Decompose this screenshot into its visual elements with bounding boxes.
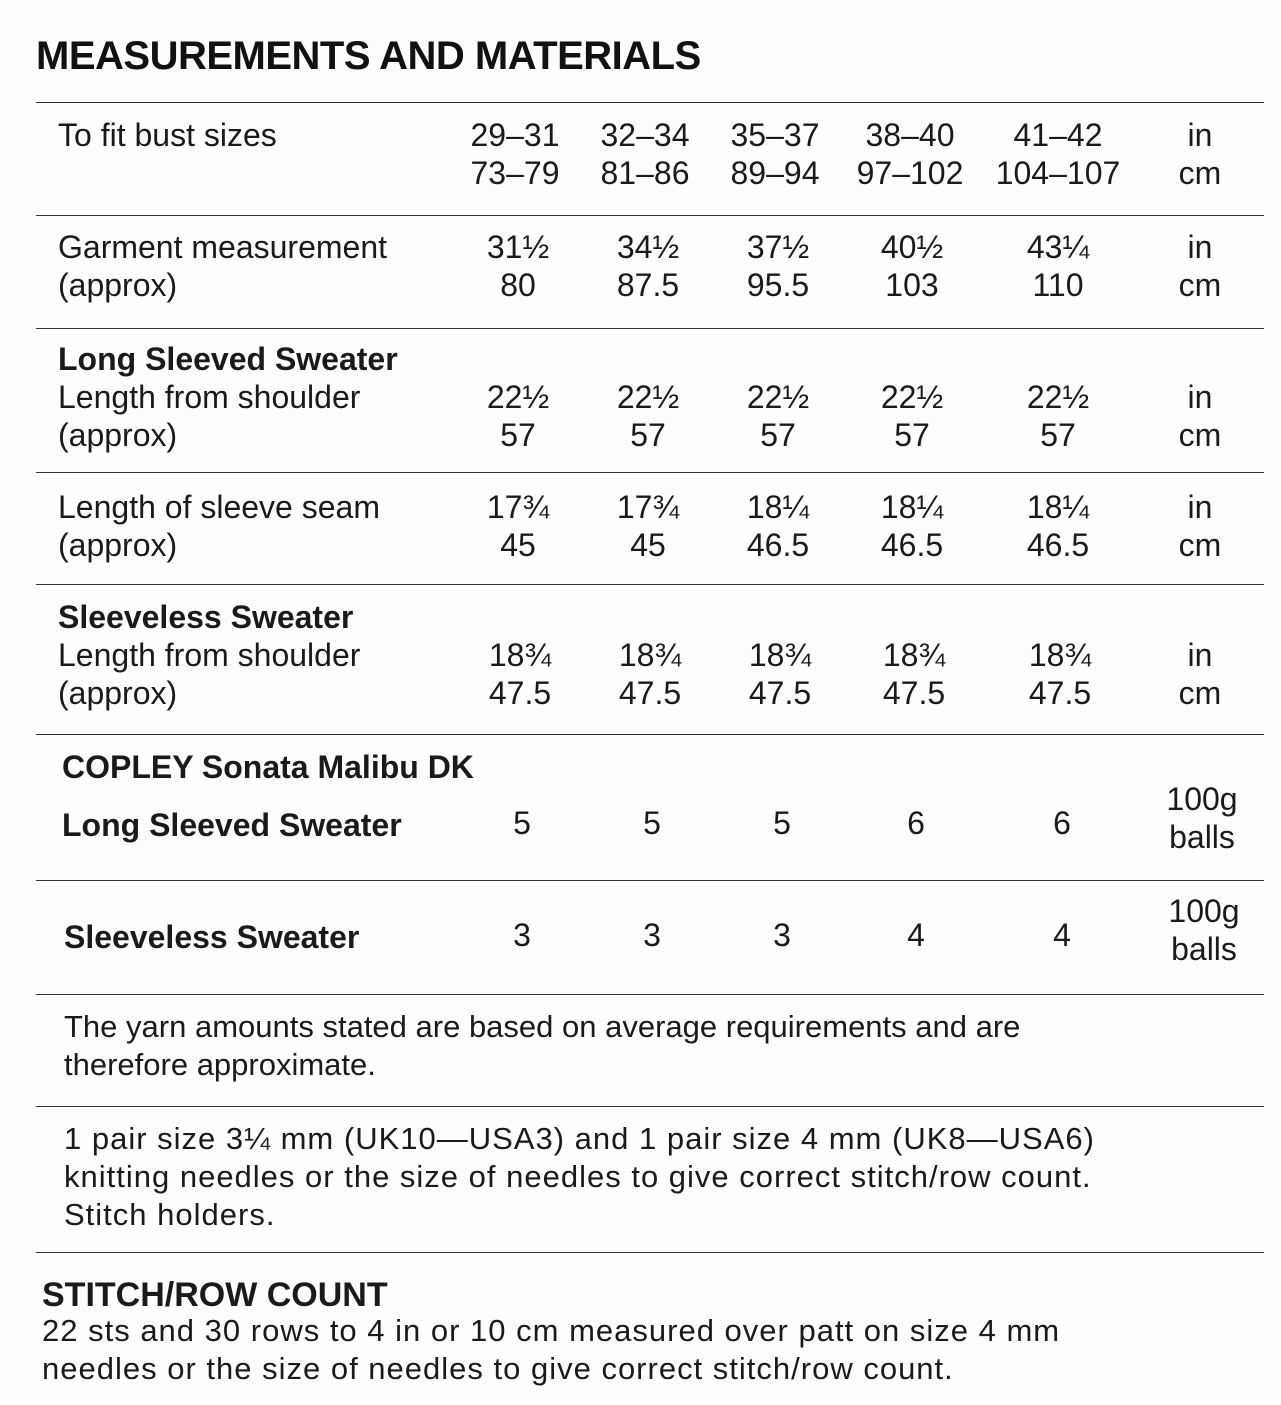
size-col-3: 35–37 89–94	[730, 117, 820, 191]
size-col-5: 4	[1053, 917, 1071, 953]
size-col-5: 18¾ 47.5	[1028, 637, 1092, 711]
row-label: To fit bust sizes	[58, 117, 277, 153]
unit-label: in cm	[1178, 229, 1222, 303]
unit-label: in cm	[1178, 379, 1222, 453]
size-col-4: 4	[907, 917, 925, 953]
needles-note: 1 pair size 3¼ mm (UK10—USA3) and 1 pair size 4 mm (UK8—USA6) knitting needles or the size of needles to give correct stitch/row count. Stitch holders.	[64, 1121, 1095, 1232]
size-col-2: 18¾ 47.5	[618, 637, 682, 711]
size-col-2: 17¾ 45	[616, 489, 680, 563]
size-col-1: 3	[513, 917, 531, 953]
size-col-4: 40½ 103	[880, 229, 944, 303]
unit-label: 100g balls	[1168, 893, 1240, 967]
size-col-2: 32–34 81–86	[600, 117, 690, 191]
divider	[36, 734, 1264, 735]
size-col-1: 18¾ 47.5	[488, 637, 552, 711]
size-col-2: 22½ 57	[616, 379, 680, 453]
size-col-3: 37½ 95.5	[746, 229, 810, 303]
divider	[36, 1252, 1264, 1253]
size-col-5: 41–42 104–107	[995, 117, 1121, 191]
page-title: MEASUREMENTS AND MATERIALS	[36, 34, 701, 78]
size-col-1: 5	[513, 805, 531, 841]
row-label: COPLEY Sonata Malibu DK Long Sleeved Sweater	[62, 749, 474, 843]
row-label: Garment measurement (approx)	[58, 229, 388, 303]
divider	[36, 1106, 1264, 1107]
divider	[36, 584, 1264, 585]
size-col-4: 18¼ 46.5	[880, 489, 944, 563]
size-col-4: 6	[907, 805, 925, 841]
divider	[36, 994, 1264, 995]
size-col-5: 22½ 57	[1026, 379, 1090, 453]
size-col-5: 6	[1053, 805, 1071, 841]
unit-label: in cm	[1178, 637, 1222, 711]
unit-label: in cm	[1178, 489, 1222, 563]
size-col-5: 43¼ 110	[1026, 229, 1090, 303]
size-col-2: 34½ 87.5	[616, 229, 680, 303]
divider	[36, 328, 1264, 329]
row-label: Sleeveless Sweater Length from shoulder (approx)	[58, 599, 361, 711]
size-col-1: 31½ 80	[486, 229, 550, 303]
stitch-count-text: 22 sts and 30 rows to 4 in or 10 cm measured over patt on size 4 mm needles or the size of needles to give correct stitch/row count.	[42, 1313, 1061, 1386]
row-label: Long Sleeved Sweater Length from shoulder (approx)	[58, 341, 398, 453]
divider	[36, 215, 1264, 216]
row-label: Sleeveless Sweater	[64, 919, 360, 955]
size-col-2: 5	[643, 805, 661, 841]
size-col-3: 5	[773, 805, 791, 841]
row-label: Length of sleeve seam (approx)	[58, 489, 380, 563]
size-col-3: 18¾ 47.5	[748, 637, 812, 711]
size-col-3: 3	[773, 917, 791, 953]
unit-label: in cm	[1178, 117, 1222, 191]
unit-label: 100g balls	[1166, 781, 1238, 855]
stitch-count-heading: STITCH/ROW COUNT	[42, 1276, 388, 1314]
divider	[36, 880, 1264, 881]
size-col-5: 18¼ 46.5	[1026, 489, 1090, 563]
size-col-4: 38–40 97–102	[856, 117, 964, 191]
size-col-4: 22½ 57	[880, 379, 944, 453]
size-col-1: 22½ 57	[486, 379, 550, 453]
divider	[36, 472, 1264, 473]
yarn-note: The yarn amounts stated are based on average requirements and are therefore approximate.	[64, 1009, 1021, 1082]
divider	[36, 102, 1264, 103]
size-col-3: 18¼ 46.5	[746, 489, 810, 563]
size-col-1: 17¾ 45	[486, 489, 550, 563]
size-col-2: 3	[643, 917, 661, 953]
size-col-3: 22½ 57	[746, 379, 810, 453]
size-col-1: 29–31 73–79	[470, 117, 560, 191]
size-col-4: 18¾ 47.5	[882, 637, 946, 711]
